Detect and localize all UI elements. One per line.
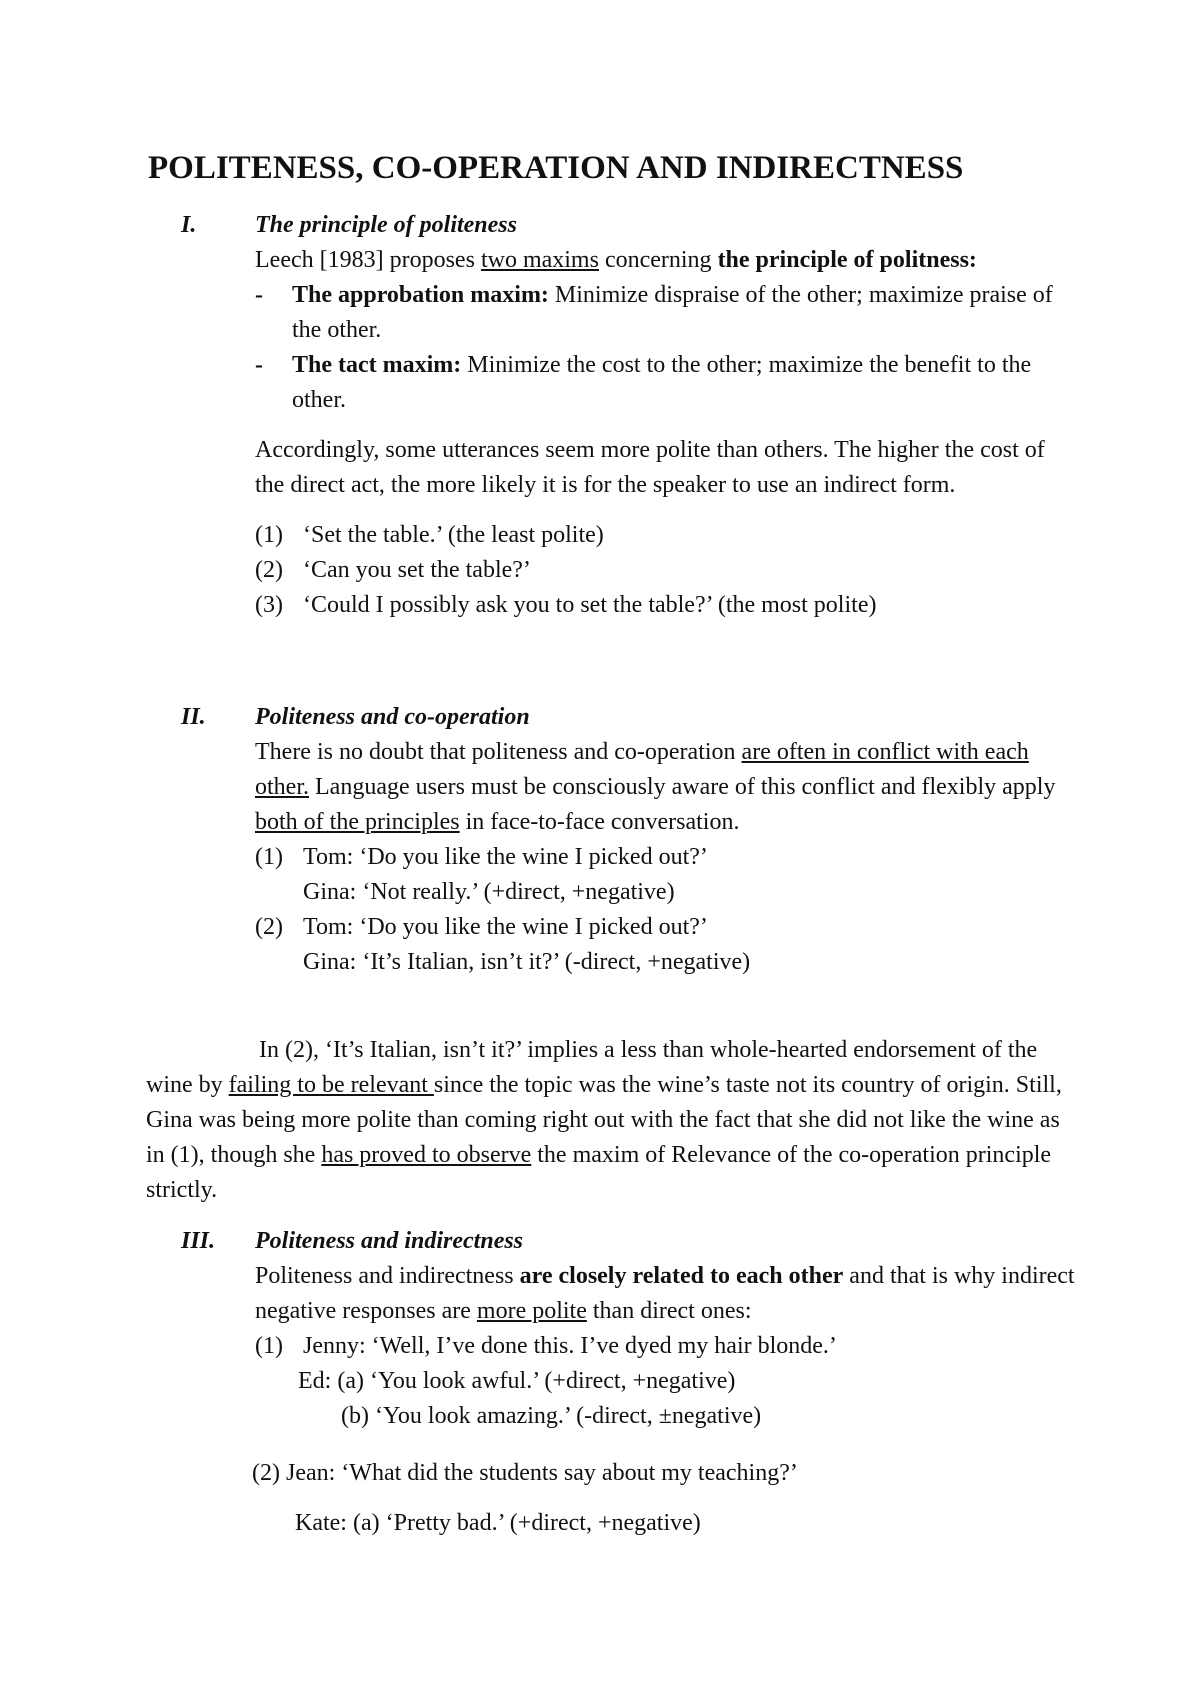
paragraph-text: since the topic was the wine’s taste not its country of origin. Still, Gina was being more polite than coming right out with the fact that she did not like the wine as in (1), though she [146, 1072, 1062, 1168]
paragraph-underline: both of the principles [255, 809, 460, 835]
example-2-question: (2) Jean: ‘What did the students say about my teaching?’ [252, 1460, 798, 1486]
section-1-heading: The principle of politeness [255, 212, 517, 238]
example-text: ‘Could I possibly ask you to set the table?’ (the most polite) [303, 592, 877, 618]
example-number: (1) [255, 522, 283, 548]
dash-bullet: - [255, 282, 263, 308]
intro-text: concerning [598, 247, 718, 273]
paragraph-underline: more polite [476, 1298, 587, 1324]
example-line: Jenny: ‘Well, I’ve done this. I’ve dyed my hair blonde.’ [303, 1333, 837, 1359]
section-3-heading: Politeness and indirectness [255, 1228, 524, 1254]
maxim-approbation [255, 278, 1075, 348]
section-3-number: III. [181, 1228, 216, 1254]
intro-text: Leech [1983] proposes [255, 247, 481, 273]
section-1-intro [255, 243, 1075, 278]
intro-bold: the principle of politness: [717, 247, 977, 273]
example-text: ‘Set the table.’ (the least polite) [303, 522, 604, 548]
example-line: (b) ‘You look amazing.’ (-direct, ±negative) [341, 1403, 762, 1429]
section-2 [255, 700, 1075, 980]
section-2-heading: Politeness and co-operation [255, 704, 530, 730]
section-2-number: II. [181, 704, 206, 730]
section-2-paragraph [255, 735, 1075, 840]
intro-underline: two maxims [480, 247, 599, 273]
paragraph-text: and that is why indirect negative responses are [255, 1263, 1075, 1324]
paragraph-text: than direct ones: [586, 1298, 752, 1324]
example-line: Gina: ‘It’s Italian, isn’t it?’ (-direct, +negative) [303, 949, 751, 975]
maxim-name: The tact maxim: [292, 352, 462, 378]
example-line: Tom: ‘Do you like the wine I picked out?’ [303, 914, 708, 940]
paragraph-text: Language users must be consciously aware of this conflict and flexibly apply [309, 774, 1056, 800]
example-line: Ed: (a) ‘You look awful.’ (+direct, +negative) [298, 1368, 736, 1394]
example-number: (1) [255, 1333, 283, 1359]
maxim-text: Minimize dispraise of the other; maximize praise of the other. [292, 282, 1053, 343]
dash-bullet: - [255, 352, 263, 378]
example-item [255, 1329, 1075, 1364]
maxim-name: The approbation maxim: [292, 282, 549, 308]
example-number: (2) [255, 557, 283, 583]
section-1-paragraph: Accordingly, some utterances seem more polite than others. The higher the cost of the direct act, the more likely it is for the speaker to use an indirect form. [255, 437, 1045, 498]
paragraph-text: In (2), ‘It’s Italian, isn’t it?’ implies a less than whole-hearted endorsement of the wine by [146, 1037, 1038, 1098]
example-item [255, 840, 1075, 910]
example-line: Tom: ‘Do you like the wine I picked out?’ [303, 844, 708, 870]
paragraph-text: Politeness and indirectness [255, 1263, 520, 1289]
section-1-number: I. [181, 212, 197, 238]
example-item [255, 518, 1075, 553]
paragraph-text: in face-to-face conversation. [459, 809, 740, 835]
section-3-paragraph [255, 1259, 1075, 1329]
example-item [255, 588, 1075, 623]
example-number: (1) [255, 844, 283, 870]
maxim-text: Minimize the cost to the other; maximize the benefit to the other. [292, 352, 1032, 413]
paragraph-underline: are often in conflict with each other. [255, 739, 1029, 800]
section-3 [255, 1224, 1075, 1434]
example-line: Gina: ‘Not really.’ (+direct, +negative) [303, 879, 675, 905]
example-number: (2) [255, 914, 283, 940]
example-2-answer: Kate: (a) ‘Pretty bad.’ (+direct, +negative) [295, 1510, 701, 1536]
example-item [255, 553, 1075, 588]
paragraph-bold: are closely related to each other [519, 1263, 844, 1289]
document-title: POLITENESS, CO-OPERATION AND INDIRECTNESS [148, 150, 964, 186]
analysis-paragraph [146, 1033, 1066, 1208]
example-text: ‘Can you set the table?’ [303, 557, 531, 583]
section-1 [255, 208, 1075, 623]
example-item [255, 910, 1075, 980]
paragraph-underline: failing to be relevant [228, 1072, 434, 1098]
paragraph-underline: has proved to observe [321, 1142, 532, 1168]
example-number: (3) [255, 592, 283, 618]
paragraph-text: There is no doubt that politeness and co-operation [255, 739, 742, 765]
maxim-tact [255, 348, 1075, 418]
paragraph-text: the maxim of Relevance of the co-operation principle strictly. [146, 1142, 1052, 1203]
